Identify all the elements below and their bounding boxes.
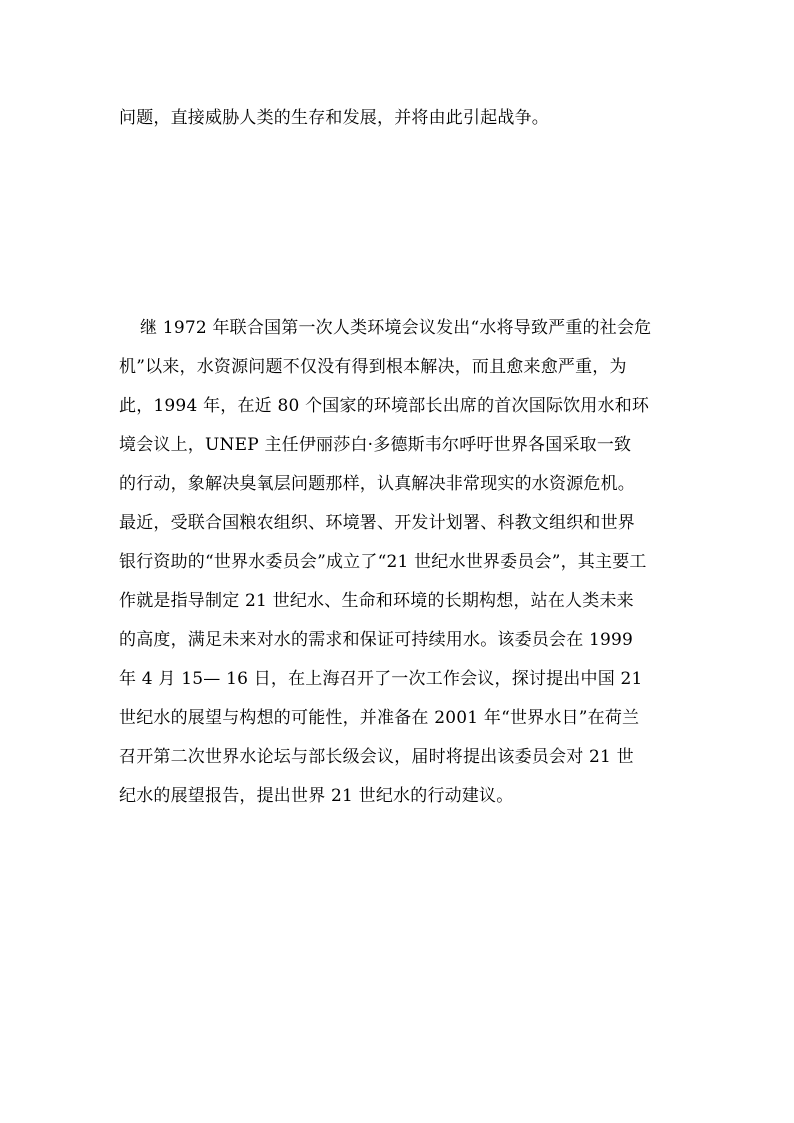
paragraph-2-line: 的高度，满足未来对水的需求和保证可持续用水。该委员会在 1999 xyxy=(119,630,634,650)
paragraph-2-line: 作就是指导制定 21 世纪水、生命和环境的长期构想，站在人类未来 xyxy=(119,591,634,611)
paragraph-2-line: 纪水的展望报告，提出世界 21 世纪水的行动建议。 xyxy=(119,786,514,806)
paragraph-2-line: 此，1994 年，在近 80 个国家的环境部长出席的首次国际饮用水和环 xyxy=(119,396,650,416)
paragraph-2-line: 召开第二次世界水论坛与部长级会议，届时将提出该委员会对 21 世 xyxy=(119,747,634,767)
paragraph-2-line: 世纪水的展望与构想的可能性，并准备在 2001 年“世界水日”在荷兰 xyxy=(119,708,640,728)
paragraph-2-line: 继 1972 年联合国第一次人类环境会议发出“水将导致严重的社会危 xyxy=(140,318,652,338)
paragraph-2-line: 最近，受联合国粮农组织、环境署、开发计划署、科教文组织和世界 xyxy=(119,513,635,533)
paragraph-2-line: 年 4 月 15— 16 日，在上海召开了一次工作会议，探讨提出中国 21 xyxy=(119,669,643,689)
paragraph-1-line: 问题，直接威胁人类的生存和发展，并将由此引起战争。 xyxy=(119,108,549,128)
paragraph-2-line: 机”以来，水资源问题不仅没有得到根本解决，而且愈来愈严重，为 xyxy=(119,357,627,377)
paragraph-2-line: 的行动，象解决臭氧层问题那样，认真解决非常现实的水资源危机。 xyxy=(119,474,635,494)
paragraph-2-line: 境会议上，UNEP 主任伊丽莎白·多德斯韦尔呼吁世界各国采取一致 xyxy=(119,435,632,455)
paragraph-2-line: 银行资助的“世界水委员会”成立了“21 世纪水世界委员会”，其主要工 xyxy=(119,552,647,572)
